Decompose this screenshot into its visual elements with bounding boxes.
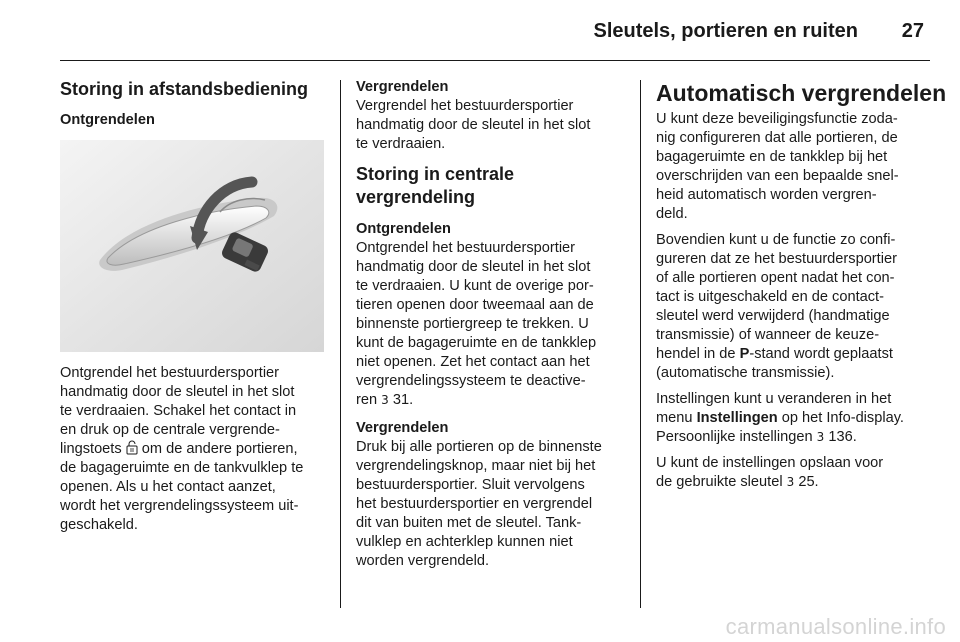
paragraph-line: transmissie) of wanneer de keuze- bbox=[656, 327, 880, 343]
paragraph-line: sleutel werd verwijderd (handmatige bbox=[656, 308, 890, 324]
paragraph-line: en druk op de centrale vergrende- bbox=[60, 422, 280, 438]
page-reference: 31. bbox=[392, 392, 414, 408]
paragraph-line: tieren openen door tweemaal aan de bbox=[356, 297, 594, 313]
paragraph-line: overschrijden van een bepaalde snel- bbox=[656, 168, 899, 184]
paragraph-line: Persoonlijke instellingen 3 136. bbox=[656, 429, 857, 445]
paragraph-line: bestuurdersportier. Sluit vervolgens bbox=[356, 477, 585, 493]
door-handle-key-illustration bbox=[60, 140, 324, 352]
paragraph-line: bagageruimte en de tankklep bij het bbox=[656, 149, 888, 165]
paragraph-line: lingstoets om de andere portieren, bbox=[60, 441, 298, 457]
paragraph-line: U kunt deze beveiligingsfunctie zoda- bbox=[656, 111, 898, 127]
reference-arrow-icon: 3 bbox=[786, 475, 795, 489]
paragraph-line: U kunt de instellingen opslaan voor bbox=[656, 455, 884, 471]
paragraph-line: dit van buiten met de sleutel. Tank- bbox=[356, 515, 582, 531]
paragraph-line: worden vergrendeld. bbox=[356, 553, 490, 569]
paragraph-line: openen. Als u het contact aanzet, bbox=[60, 479, 276, 495]
paragraph-line: vergrendelingsknop, maar niet bij het bbox=[356, 458, 596, 474]
lock-icon bbox=[126, 440, 138, 455]
paragraph-line: Druk bij alle portieren op de binnenste bbox=[356, 439, 602, 455]
paragraph-line: te verdraaien. U kunt de overige por- bbox=[356, 278, 594, 294]
page-header bbox=[60, 0, 930, 61]
paragraph-line: gureren dat ze het bestuurdersportier bbox=[656, 251, 897, 267]
section-heading: Automatisch vergrendelen bbox=[656, 80, 947, 106]
paragraph-line: Vergrendel het bestuurdersportier bbox=[356, 98, 574, 114]
section-heading: Storing in centrale bbox=[356, 164, 515, 184]
chapter-title: Sleutels, portieren en ruiten bbox=[593, 20, 858, 42]
reference-arrow-icon: 3 bbox=[816, 430, 825, 444]
paragraph-line: binnenste portiergreep te trekken. U bbox=[356, 316, 589, 332]
paragraph-line: Ontgrendel het bestuurdersportier bbox=[356, 240, 576, 256]
column-divider bbox=[340, 80, 341, 608]
paragraph-line: (automatische transmissie). bbox=[656, 365, 835, 381]
paragraph-line: ren 3 31. bbox=[356, 392, 414, 408]
paragraph-line: niet openen. Zet het contact aan het bbox=[356, 354, 590, 370]
paragraph-line: heid automatisch worden vergren- bbox=[656, 187, 877, 203]
subheading: Vergrendelen bbox=[356, 420, 449, 436]
column-divider bbox=[640, 80, 641, 608]
paragraph-line: te verdraaien. Schakel het contact in bbox=[60, 403, 297, 419]
paragraph-line: geschakeld. bbox=[60, 517, 138, 533]
paragraph-line: de gebruikte sleutel 3 25. bbox=[656, 474, 819, 490]
subheading: Ontgrendelen bbox=[356, 221, 451, 237]
reference-arrow-icon: 3 bbox=[381, 393, 389, 407]
paragraph-line: het bestuurdersportier en vergrendel bbox=[356, 496, 593, 512]
page-reference: 136. bbox=[828, 429, 857, 445]
paragraph-line: handmatig door de sleutel in het slot bbox=[356, 259, 591, 275]
paragraph-line: tact is uitgeschakeld en de contact- bbox=[656, 289, 884, 305]
section-heading: vergrendeling bbox=[356, 187, 476, 207]
paragraph-line: deld. bbox=[656, 206, 688, 222]
paragraph-line: handmatig door de sleutel in het slot bbox=[60, 384, 295, 400]
paragraph-line: nig configureren dat alle portieren, de bbox=[656, 130, 898, 146]
paragraph-line: Instellingen kunt u veranderen in het bbox=[656, 391, 892, 407]
paragraph-line: of alle portieren opent nadat het con- bbox=[656, 270, 895, 286]
paragraph-line: wordt het vergrendelingssysteem uit- bbox=[60, 498, 299, 514]
paragraph-line: handmatig door de sleutel in het slot bbox=[356, 117, 591, 133]
paragraph-line: Bovendien kunt u de functie zo confi- bbox=[656, 232, 896, 248]
page-number: 27 bbox=[901, 20, 924, 42]
paragraph-line: hendel in de P-stand wordt geplaatst bbox=[656, 346, 893, 362]
subheading: Ontgrendelen bbox=[60, 112, 155, 128]
paragraph-line: te verdraaien. bbox=[356, 136, 446, 152]
paragraph-line: Ontgrendel het bestuurdersportier bbox=[60, 365, 280, 381]
subheading: Vergrendelen bbox=[356, 79, 449, 95]
paragraph-line: vergrendelingssysteem te deactive- bbox=[356, 373, 586, 389]
section-heading: Storing in afstandsbediening bbox=[60, 79, 309, 99]
paragraph-line: menu Instellingen op het Info-display. bbox=[656, 410, 904, 426]
paragraph-line: vulklep en achterklep kunnen niet bbox=[356, 534, 573, 550]
paragraph-line: de bagageruimte en de tankvulklep te bbox=[60, 460, 304, 476]
paragraph-line: kunt de bagageruimte en de tankklep bbox=[356, 335, 597, 351]
page-reference: 25. bbox=[798, 474, 819, 490]
watermark: carmanualsonline.info bbox=[725, 614, 946, 639]
